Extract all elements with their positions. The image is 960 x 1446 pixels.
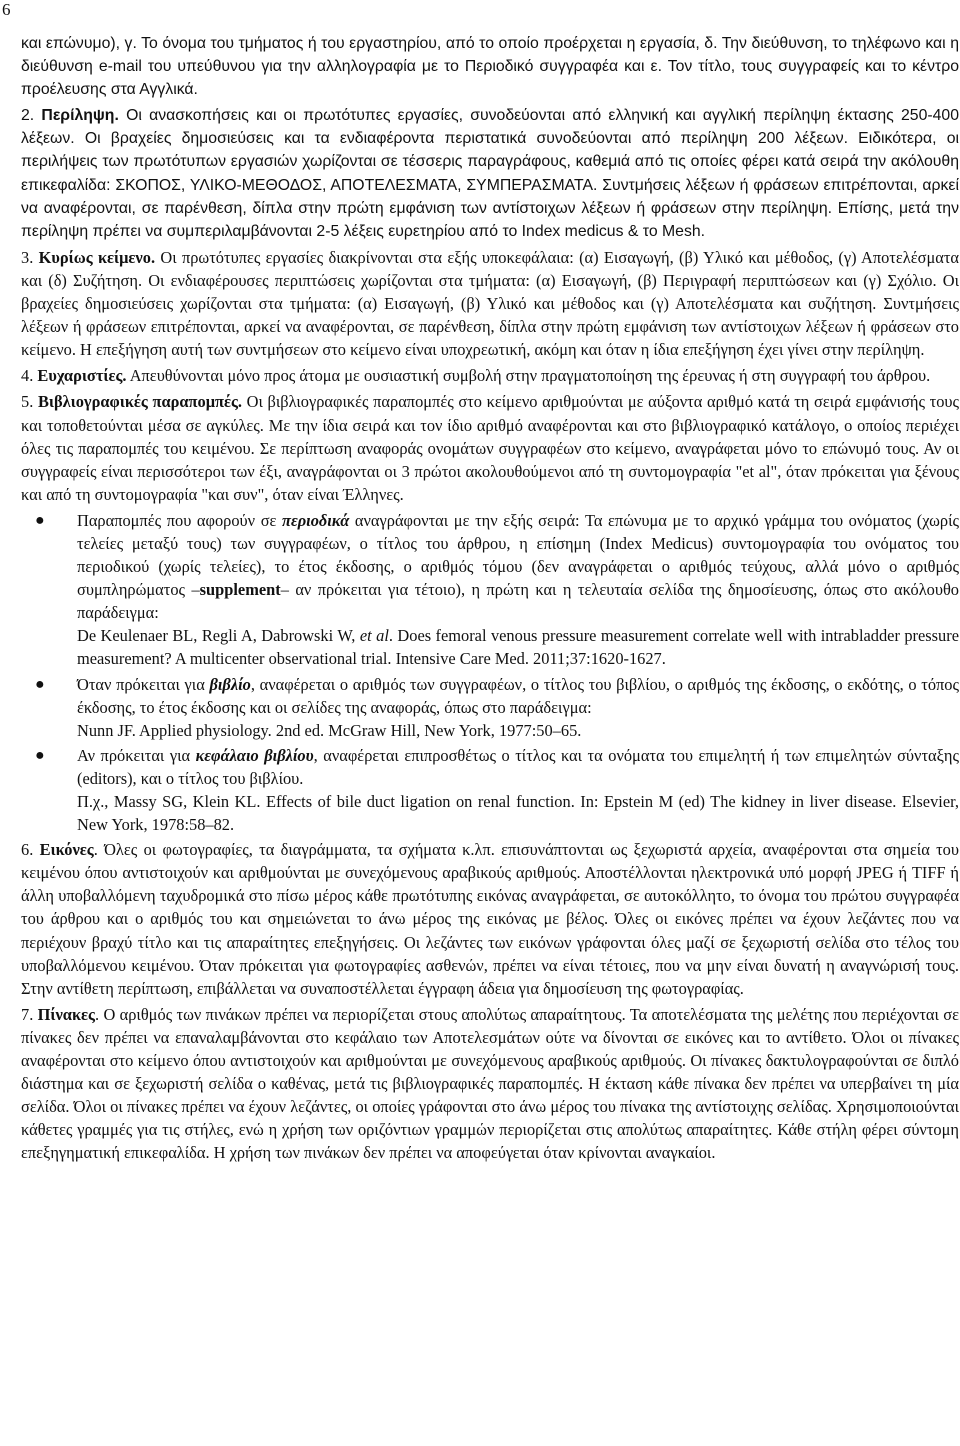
section-title: Κυρίως κείμενο. <box>38 247 156 267</box>
section-number: 3. <box>21 247 39 267</box>
section-number: 6. <box>21 840 40 860</box>
list-text: , αναφέρεται επιπροσθέτως ο τίτλος και τα ονόματα του επιμελητή ή των επιμελητών σύνταξης (editors), και ο τίτλος του βιβλίου. <box>77 745 959 788</box>
intro-text: και επώνυμο), γ. Το όνομα του τμήματος ή του εργαστηρίου, από το οποίο προέρχεται η εργασία, δ. Την διεύθυνση, το τηλέφωνο και η διεύθυνση e-mail του υπεύθυνου για την αλληλογραφία με το Περιοδικό συγγραφέα και ε. Τον τίτλο, τους συγγραφείς και το κέντρο προέλευσης στα Αγγλικά. <box>21 35 959 99</box>
page-number: 6 <box>2 0 11 19</box>
section-number: 7. <box>21 1004 38 1024</box>
list-text: Όταν πρόκειται για <box>77 674 210 694</box>
section-main-text <box>21 246 959 361</box>
ref-text: . Does femoral venous pressure measurement correlate well with intrabladder pressure measurement? A multicenter observational trial. Intensive Care Med. 2011;37:1620-1627. <box>77 626 959 669</box>
section-title: Ευχαριστίες. <box>37 366 127 386</box>
document-body <box>21 32 959 1168</box>
section-acknowledgements <box>21 364 959 387</box>
bullet-icon: ● <box>35 675 45 693</box>
reference-example: Nunn JF. Applied physiology. 2nd ed. McGraw Hill, New York, 1977:50–65. <box>77 720 582 740</box>
list-item <box>21 744 959 836</box>
section-figures <box>21 838 959 1000</box>
reference-example <box>77 624 959 670</box>
section-number: 2. <box>21 107 42 125</box>
emphasis: κεφάλαιο βιβλίου <box>195 745 314 765</box>
list-text: , αναφέρεται ο αριθμός των συγγραφέων, ο τίτλος του βιβλίου, ο αριθμός της έκδοσης, ο εκδότης, ο τόπος έκδοσης, το έτος έκδοσης και οι σελίδες της αναφοράς, όπως στο παράδειγμα: <box>77 674 959 717</box>
section-text: Οι πρωτότυπες εργασίες διακρίνονται στα εξής υποκεφάλαια: (α) Εισαγωγή, (β) Υλικό και μέθοδος, (γ) Αποτελέσματα και (δ) Συζήτηση. Οι ενδιαφέρουσες περιπτώσεις χωρίζονται στα τμήματα: (α) Εισαγωγή, (β) Περιγραφή περιπτώσεων και (γ) Σχόλιο. Οι βραχείες δημοσιεύσεις χωρίζονται στα τμήματα: (α) Εισαγωγή, (β) Υλικό και μέθοδος και (γ) Αποτελέσματα και συζήτηση. Συντμήσεις λέξεων ή φράσεων επιτρέπονται, αρκεί να αναφέρονται, σε παρένθεση, δίπλα στην πρώτη εμφάνιση των αντίστοιχων λέξεων ή φράσεων στο κείμενο. Η επεξήγηση αυτή των συντμήσεων στο κείμενο είναι υποχρεωτική, ακόμη και όταν η ίδια επεξήγηση έχει γίνει στην περίληψη. <box>21 247 959 360</box>
section-text: . Όλες οι φωτογραφίες, τα διαγράμματα, τα σχήματα κ.λπ. επισυνάπτονται ως ξεχωριστά αρχεία, αναφέρονται στα σημεία του κειμένου όπου αντιστοιχούν και αριθμούνται με συνεχόμενους αραβικούς αριθμούς. Αποστέλλονται ηλεκτρονικά υπό μορφή JPEG ή TIFF ή άλλη υποβαλλόμενη ταχυδρομικά στο πίσω μέρος κάθε πρωτότυπης εικόνας αναγράφεται, σε αυτοκόλλητο, το όνομα του πρώτου συγγραφέα του άρθρου και ο αριθμός του και σημειώνεται το άνω μέρος της εικόνας με βέλος. Όλες οι εικόνες πρέπει να έχουν λεζάντες που να περιέχουν βραχύ τίτλο και τις απαραίτητες επεξηγήσεις. Οι λεζάντες των εικόνων γράφονται όλες μαζί σε ξεχωριστή σελίδα στο τέλος του υποβαλλόμενου κειμένου. Όταν πρόκειται για φωτογραφίες ασθενών, πρέπει να είναι τέτοιες, που να μην είναι δυνατή η αναγνώρισή τους. Στην αντίθετη περίπτωση, επιβάλλεται να συναποστέλλεται έγγραφη άδεια για δημοσίευση της φωτογραφίας. <box>21 840 959 998</box>
section-title: Βιβλιογραφικές παραπομπές. <box>37 392 243 412</box>
section-text: Απευθύνονται μόνο προς άτομα με ουσιαστική συμβολή στην πραγματοποίηση της έρευνας ή στη συγγραφή του άρθρου. <box>126 366 931 386</box>
section-text: . Ο αριθμός των πινάκων πρέπει να περιορίζεται στους απολύτως απαραίτητους. Τα αποτελέσματα της μελέτης που περιέχονται σε πίνακες δεν πρέπει να επαναλαμβάνονται στο κεφάλαιο των Αποτελεσμάτων ούτε να δίνονται σε εικόνες και το αντίθετο. Όλοι οι πίνακες αναφέρονται στο κείμενο όπου αντιστοιχούν και αριθμούνται με συνεχόμενους αραβικούς αριθμούς. Οι πίνακες δακτυλογραφούνται σε διπλό διάστημα και σε ξεχωριστή σελίδα ο καθένας, μετά τις βιβλιογραφικές παραπομπές. Η έκταση κάθε πίνακα δεν πρέπει να υπερβαίνει τη μία σελίδα. Όλοι οι πίνακες πρέπει να έχουν λεζάντες, οι οποίες γράφονται στο άνω μέρος του πίνακα της αντίστοιχης σελίδας. Χρησιμοποιούνται κάθετες γραμμές για τις στήλες, ενώ η χρήση των οριζόντιων γραμμών περιορίζεται στις απολύτως απαραίτητες. Κάθε στήλη φέρει σύντομη επεξηγηματική επικεφαλίδα. Η χρήση των πινάκων δεν πρέπει να αποφεύγεται όταν κρίνονται αναγκαίοι. <box>21 1004 959 1163</box>
section-title: Πίνακες <box>37 1004 95 1024</box>
section-title: Περίληψη. <box>41 107 119 125</box>
section-title: Εικόνες <box>39 840 94 860</box>
list-text: αναγράφονται με την εξής σειρά: Τα επώνυμα με το αρχικό γράμμα του ονόματος (χωρίς τελείες μεταξύ τους) των συγγραφέων, ο τίτλος του άρθρου, η επίσημη (Index Medicus) συντομογραφία του ονόματος του περιοδικού (χωρίς τελείες), το έτος έκδοσης, ο αριθμός τόμου (δεν αναγράφεται ο αριθμός τεύχους, αλλά μόνο ο αριθμός συμπληρώματος – <box>77 510 959 600</box>
list-text: Αν πρόκειται για <box>77 745 196 765</box>
section-references <box>21 390 959 505</box>
section-tables <box>21 1003 959 1165</box>
section-number: 4. <box>21 366 38 386</box>
section-abstract <box>21 104 959 243</box>
list-text: Παραπομπές που αφορούν σε <box>77 510 283 530</box>
list-item <box>21 509 959 671</box>
section-text: Οι ανασκοπήσεις και οι πρωτότυπες εργασίες, συνοδεύονται από ελληνική και αγγλική περίληψη έκτασης 250-400 λέξεων. Οι βραχείες δημοσιεύσεις και τα ενδιαφέροντα περιστατικά συνοδεύονται από περίληψη 200 λέξεων. Ειδικότερα, οι περιλήψεις των πρωτότυπων εργασιών χωρίζονται σε τέσσερις παραγράφους, καθεμιά από τις οποίες φέρει κατά σειρά την ακόλουθη επικεφαλίδα: ΣΚΟΠΟΣ, ΥΛΙΚΟ-ΜΕΘΟΔΟΣ, ΑΠΟΤΕΛΕΣΜΑΤΑ, ΣΥΜΠΕΡΑΣΜΑΤΑ. Συντμήσεις λέξεων ή φράσεων επιτρέπονται, αρκεί να αναφέρονται, σε παρένθεση, δίπλα στην πρώτη εμφάνιση των αντίστοιχων λέξεων ή φράσεων στην περίληψη. Επίσης, μετά την περίληψη πρέπει να συμπεριλαμβάνονται 2-5 λέξεις ευρετηρίου από το Index medicus & το Mesh. <box>21 107 959 240</box>
emphasis: supplement <box>199 580 281 600</box>
ref-text: De Keulenaer BL, Regli A, Dabrowski W, <box>77 626 360 646</box>
bullet-icon: ● <box>35 746 45 764</box>
reference-example: Π.χ., Massy SG, Klein KL. Effects of bile duct ligation on renal function. In: Epstein M (ed) The kidney in liver disease. Elsevier, New York, 1978:58–82. <box>77 792 959 835</box>
section-number: 5. <box>21 392 38 412</box>
emphasis: βιβλίο <box>209 674 251 694</box>
ref-emphasis: et al <box>359 626 389 646</box>
reference-rules-list <box>21 509 959 836</box>
list-item <box>21 673 959 742</box>
bullet-icon: ● <box>35 511 45 529</box>
emphasis: περιοδικά <box>282 510 350 530</box>
list-text: – αν πρόκειται για τέτοιο), η πρώτη και η τελευταία σελίδα της δημοσίευσης, όπως στο ακόλουθο παράδειγμα: <box>77 580 960 623</box>
section-text: Οι βιβλιογραφικές παραπομπές στο κείμενο αριθμούνται με αύξοντα αριθμό κατά τη σειρά εμφάνισής τους και τοποθετούνται μέσα σε αγκύλες. Με την ίδια σειρά και τον ίδιο αριθμό αναφέρονται και στο βιβλιογραφικό κατάλογο, ο οποίος περιέχει όλες τις παραπομπές του κειμένου. Σε περίπτωση αναφοράς ονομάτων συγγραφέων στο κείμενο, αναγράφεται μόνο το επώνυμό τους. Αν οι συγγραφείς είναι περισσότεροι των έξι, αναγράφονται οι 3 πρώτοι ακολουθούμενοι από τη συντομογραφία "et al", όταν πρόκειται για ξένους και από τη συντομογραφία "και συν", όταν είναι Έλληνες. <box>21 392 960 504</box>
intro-paragraph <box>21 32 959 101</box>
